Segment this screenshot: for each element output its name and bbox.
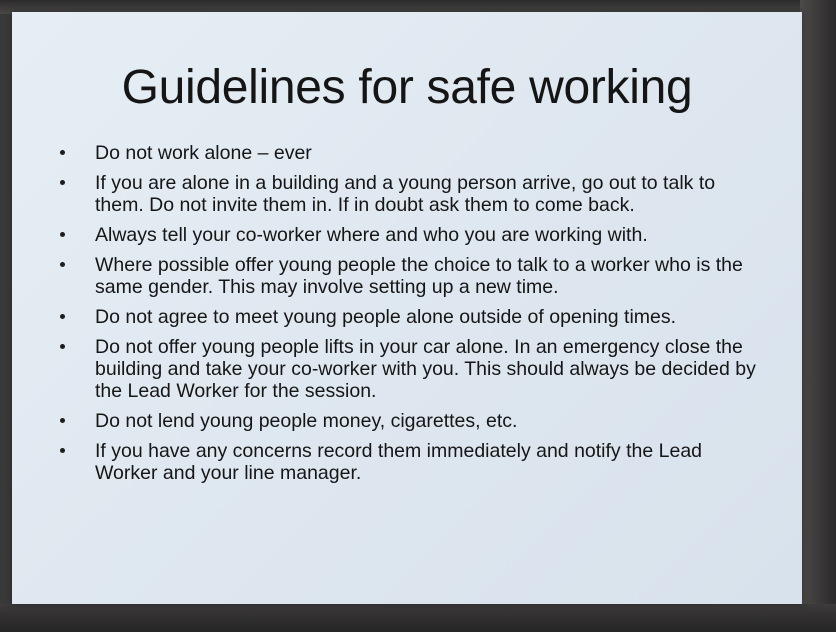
bullet-dot-icon: [60, 418, 65, 423]
bullet-dot-icon: [60, 180, 65, 185]
guideline-text: If you have any concerns record them immediately and notify the Lead Worker and your line manager.: [95, 440, 703, 484]
guideline-item: [56, 142, 756, 164]
guideline-item: [56, 172, 756, 216]
guideline-text: Do not work alone – ever: [95, 142, 312, 164]
guideline-text: Always tell your co-worker where and who you are working with.: [95, 224, 648, 246]
slide-title: Guidelines for safe working: [121, 61, 693, 114]
guideline-text: Do not lend young people money, cigarettes, etc.: [95, 410, 518, 432]
guideline-item: [56, 306, 756, 328]
guideline-item: [56, 254, 756, 298]
guidelines-list: [56, 142, 756, 492]
bullet-dot-icon: [60, 262, 65, 267]
bullet-dot-icon: [60, 344, 65, 349]
guideline-text: Where possible offer young people the choice to talk to a worker who is the same gender. This may involve setting up a new time.: [95, 254, 743, 298]
bullet-dot-icon: [60, 232, 65, 237]
guideline-item: [56, 224, 756, 246]
guideline-item: [56, 440, 756, 484]
bullet-dot-icon: [60, 448, 65, 453]
presentation-slide: [12, 12, 802, 604]
bullet-dot-icon: [60, 314, 65, 319]
screen-frame-bottom: [0, 604, 836, 632]
guideline-text: Do not agree to meet young people alone outside of opening times.: [95, 306, 677, 328]
guideline-text: If you are alone in a building and a young person arrive, go out to talk to them. Do not invite them in. If in doubt ask them to come back.: [95, 172, 716, 216]
bullet-dot-icon: [60, 150, 65, 155]
guideline-item: [56, 410, 756, 432]
guideline-text: Do not offer young people lifts in your car alone. In an emergency close the building and take your co-worker with you. This should always be decided by the Lead Worker for the session.: [95, 336, 756, 402]
screen-frame-right: [800, 0, 836, 632]
guideline-item: [56, 336, 756, 402]
